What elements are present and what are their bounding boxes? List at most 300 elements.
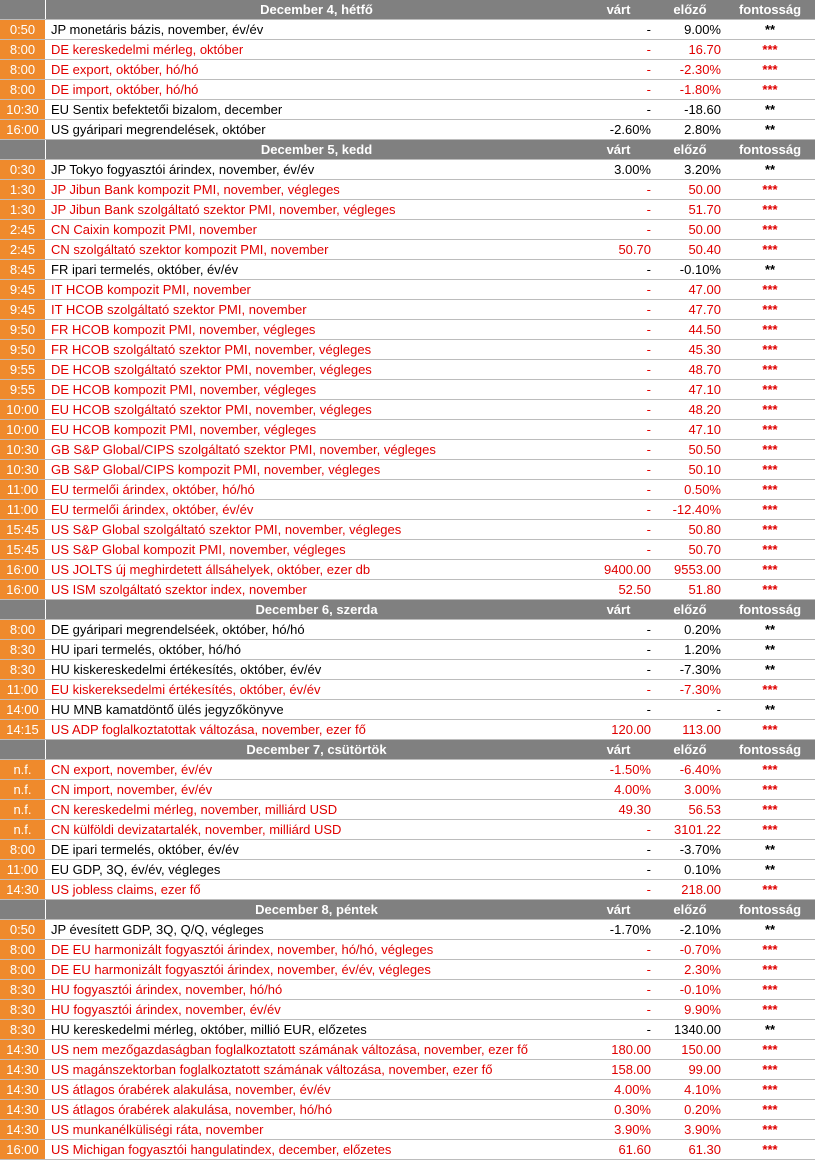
event-expected: - bbox=[646, 1022, 651, 1037]
event-previous: 48.70 bbox=[688, 362, 721, 377]
event-time: 8:30 bbox=[0, 660, 46, 679]
column-header-importance: fontosság bbox=[738, 2, 802, 17]
event-name: HU MNB kamatdöntő ülés jegyzőkönyve bbox=[51, 702, 284, 717]
event-name: DE ipari termelés, október, év/év bbox=[51, 842, 239, 857]
event-previous: 1.20% bbox=[684, 642, 721, 657]
event-expected: - bbox=[646, 482, 651, 497]
event-row bbox=[0, 780, 815, 800]
event-previous: 16.70 bbox=[688, 42, 721, 57]
event-importance: *** bbox=[762, 1082, 778, 1097]
event-importance: ** bbox=[764, 162, 776, 177]
event-name: US magánszektorban foglalkoztatott számának változása, november, ezer fő bbox=[51, 1062, 493, 1077]
event-row bbox=[0, 100, 815, 120]
column-header-importance: fontosság bbox=[738, 902, 802, 917]
event-expected: 120.00 bbox=[611, 722, 651, 737]
event-row bbox=[0, 1140, 815, 1160]
event-name: JP Jibun Bank kompozit PMI, november, végleges bbox=[51, 182, 340, 197]
event-expected: -2.60% bbox=[609, 122, 651, 137]
event-name: US ISM szolgáltató szektor index, november bbox=[51, 582, 307, 597]
event-expected: - bbox=[646, 622, 651, 637]
event-row bbox=[0, 20, 815, 40]
event-expected: - bbox=[646, 342, 651, 357]
event-importance: *** bbox=[762, 1002, 778, 1017]
event-importance: *** bbox=[762, 62, 778, 77]
event-importance: *** bbox=[762, 1062, 778, 1077]
event-importance: *** bbox=[762, 582, 778, 597]
event-name: HU kereskedelmi mérleg, október, millió EUR, előzetes bbox=[51, 1022, 367, 1037]
event-row bbox=[0, 440, 815, 460]
event-previous: -0.10% bbox=[679, 982, 721, 997]
event-row bbox=[0, 120, 815, 140]
column-header-expected: várt bbox=[606, 2, 631, 17]
event-previous: 50.00 bbox=[688, 182, 721, 197]
event-name: EU HCOB szolgáltató szektor PMI, november, végleges bbox=[51, 402, 372, 417]
event-importance: *** bbox=[762, 562, 778, 577]
event-row bbox=[0, 340, 815, 360]
event-importance: ** bbox=[764, 662, 776, 677]
event-time: 14:30 bbox=[0, 1100, 46, 1119]
event-name: DE import, október, hó/hó bbox=[51, 82, 199, 97]
event-previous: -1.80% bbox=[679, 82, 721, 97]
event-name: DE kereskedelmi mérleg, október bbox=[51, 42, 244, 57]
event-time: 10:30 bbox=[0, 460, 46, 479]
event-name: US S&P Global kompozit PMI, november, végleges bbox=[51, 542, 346, 557]
event-importance: ** bbox=[764, 642, 776, 657]
event-previous: 4.10% bbox=[684, 1082, 721, 1097]
event-name: HU kiskereskedelmi értékesítés, október, év/év bbox=[51, 662, 322, 677]
event-name: US jobless claims, ezer fő bbox=[51, 882, 201, 897]
event-importance: *** bbox=[762, 362, 778, 377]
event-importance: *** bbox=[762, 302, 778, 317]
event-expected: 9400.00 bbox=[604, 562, 651, 577]
event-importance: *** bbox=[762, 482, 778, 497]
event-importance: ** bbox=[764, 842, 776, 857]
event-name: DE gyáripari megrendelséek, október, hó/hó bbox=[51, 622, 305, 637]
event-previous: 3101.22 bbox=[674, 822, 721, 837]
day-header-time-spacer bbox=[0, 600, 46, 619]
event-row bbox=[0, 80, 815, 100]
event-row bbox=[0, 860, 815, 880]
event-time: 14:00 bbox=[0, 700, 46, 719]
day-header-time-spacer bbox=[0, 740, 46, 759]
event-expected: - bbox=[646, 862, 651, 877]
column-header-previous: előző bbox=[673, 902, 707, 917]
event-time: 11:00 bbox=[0, 860, 46, 879]
event-importance: ** bbox=[764, 702, 776, 717]
event-row bbox=[0, 400, 815, 420]
event-previous: -7.30% bbox=[679, 682, 721, 697]
event-importance: *** bbox=[762, 942, 778, 957]
event-time: 16:00 bbox=[0, 120, 46, 139]
day-title: December 7, csütörtök bbox=[246, 742, 387, 757]
event-expected: - bbox=[646, 82, 651, 97]
event-row bbox=[0, 880, 815, 900]
event-name: EU GDP, 3Q, év/év, végleges bbox=[51, 862, 221, 877]
event-time: 8:00 bbox=[0, 60, 46, 79]
event-name: EU HCOB kompozit PMI, november, végleges bbox=[51, 422, 317, 437]
event-importance: *** bbox=[762, 42, 778, 57]
event-row bbox=[0, 520, 815, 540]
column-header-expected: várt bbox=[606, 742, 631, 757]
event-row bbox=[0, 640, 815, 660]
event-importance: *** bbox=[762, 1042, 778, 1057]
event-importance: ** bbox=[764, 622, 776, 637]
event-name: FR HCOB szolgáltató szektor PMI, november, végleges bbox=[51, 342, 372, 357]
event-row bbox=[0, 560, 815, 580]
event-name: HU fogyasztói árindex, november, év/év bbox=[51, 1002, 281, 1017]
event-name: CN import, november, év/év bbox=[51, 782, 213, 797]
event-time: 9:50 bbox=[0, 340, 46, 359]
event-time: 8:00 bbox=[0, 840, 46, 859]
day-header-time-spacer bbox=[0, 0, 46, 19]
event-previous: -12.40% bbox=[672, 502, 721, 517]
event-expected: - bbox=[646, 542, 651, 557]
event-time: 8:00 bbox=[0, 960, 46, 979]
event-time: 15:45 bbox=[0, 540, 46, 559]
event-previous: 48.20 bbox=[688, 402, 721, 417]
event-expected: - bbox=[646, 282, 651, 297]
event-time: n.f. bbox=[0, 800, 46, 819]
event-name: CN külföldi devizatartalék, november, milliárd USD bbox=[51, 822, 342, 837]
event-expected: - bbox=[646, 842, 651, 857]
event-expected: 4.00% bbox=[614, 1082, 651, 1097]
event-importance: *** bbox=[762, 802, 778, 817]
event-previous: -2.30% bbox=[679, 62, 721, 77]
event-expected: 50.70 bbox=[618, 242, 651, 257]
event-row bbox=[0, 180, 815, 200]
event-name: CN kereskedelmi mérleg, november, milliárd USD bbox=[51, 802, 338, 817]
event-previous: 0.50% bbox=[684, 482, 721, 497]
event-importance: ** bbox=[764, 262, 776, 277]
event-previous: 99.00 bbox=[688, 1062, 721, 1077]
event-importance: *** bbox=[762, 462, 778, 477]
event-time: 14:15 bbox=[0, 720, 46, 739]
event-expected: 52.50 bbox=[618, 582, 651, 597]
event-previous: 47.10 bbox=[688, 422, 721, 437]
event-expected: - bbox=[646, 822, 651, 837]
event-row bbox=[0, 980, 815, 1000]
event-row bbox=[0, 1120, 815, 1140]
event-name: CN Caixin kompozit PMI, november bbox=[51, 222, 257, 237]
event-importance: *** bbox=[762, 242, 778, 257]
event-name: US Michigan fogyasztói hangulatindex, december, előzetes bbox=[51, 1142, 392, 1157]
day-header bbox=[0, 140, 815, 160]
event-time: 14:30 bbox=[0, 1040, 46, 1059]
event-previous: 47.10 bbox=[688, 382, 721, 397]
event-importance: *** bbox=[762, 502, 778, 517]
event-row bbox=[0, 460, 815, 480]
event-importance: ** bbox=[764, 1022, 776, 1037]
event-previous: 3.90% bbox=[684, 1122, 721, 1137]
event-previous: 3.20% bbox=[684, 162, 721, 177]
event-previous: 1340.00 bbox=[674, 1022, 721, 1037]
event-expected: 158.00 bbox=[611, 1062, 651, 1077]
event-time: 8:00 bbox=[0, 940, 46, 959]
event-previous: 50.00 bbox=[688, 222, 721, 237]
event-previous: -6.40% bbox=[679, 762, 721, 777]
event-name: JP Jibun Bank szolgáltató szektor PMI, november, végleges bbox=[51, 202, 396, 217]
event-time: 8:30 bbox=[0, 640, 46, 659]
column-header-previous: előző bbox=[673, 742, 707, 757]
event-time: 14:30 bbox=[0, 1120, 46, 1139]
event-row bbox=[0, 1020, 815, 1040]
day-title: December 5, kedd bbox=[260, 142, 373, 157]
event-row bbox=[0, 1080, 815, 1100]
event-importance: *** bbox=[762, 682, 778, 697]
event-previous: 47.00 bbox=[688, 282, 721, 297]
column-header-expected: várt bbox=[606, 142, 631, 157]
event-row bbox=[0, 920, 815, 940]
event-previous: -7.30% bbox=[679, 662, 721, 677]
column-header-previous: előző bbox=[673, 142, 707, 157]
event-expected: - bbox=[646, 662, 651, 677]
event-importance: *** bbox=[762, 722, 778, 737]
event-row bbox=[0, 700, 815, 720]
event-name: EU Sentix befektetői bizalom, december bbox=[51, 102, 283, 117]
event-name: DE EU harmonizált fogyasztói árindex, november, év/év, végleges bbox=[51, 962, 431, 977]
event-time: 8:45 bbox=[0, 260, 46, 279]
event-name: US átlagos órabérek alakulása, november, hó/hó bbox=[51, 1102, 333, 1117]
event-importance: *** bbox=[762, 342, 778, 357]
event-expected: - bbox=[646, 382, 651, 397]
column-header-expected: várt bbox=[606, 902, 631, 917]
event-time: 9:45 bbox=[0, 300, 46, 319]
event-expected: - bbox=[646, 942, 651, 957]
column-header-importance: fontosság bbox=[738, 142, 802, 157]
event-name: US átlagos órabérek alakulása, november, év/év bbox=[51, 1082, 331, 1097]
event-expected: -1.50% bbox=[609, 762, 651, 777]
event-row bbox=[0, 300, 815, 320]
event-name: JP Tokyo fogyasztói árindex, november, év/év bbox=[51, 162, 315, 177]
event-previous: 0.20% bbox=[684, 1102, 721, 1117]
event-time: 11:00 bbox=[0, 480, 46, 499]
event-previous: 51.80 bbox=[688, 582, 721, 597]
event-row bbox=[0, 1000, 815, 1020]
event-name: JP évesített GDP, 3Q, Q/Q, végleges bbox=[51, 922, 264, 937]
event-expected: - bbox=[646, 422, 651, 437]
day-header bbox=[0, 0, 815, 20]
event-name: HU ipari termelés, október, hó/hó bbox=[51, 642, 242, 657]
event-previous: 9.90% bbox=[684, 1002, 721, 1017]
event-expected: - bbox=[646, 982, 651, 997]
event-time: 0:30 bbox=[0, 160, 46, 179]
event-importance: *** bbox=[762, 282, 778, 297]
event-time: 14:30 bbox=[0, 880, 46, 899]
event-expected: 0.30% bbox=[614, 1102, 651, 1117]
event-time: 9:50 bbox=[0, 320, 46, 339]
event-previous: 50.70 bbox=[688, 542, 721, 557]
event-row bbox=[0, 160, 815, 180]
event-row bbox=[0, 840, 815, 860]
event-time: 11:00 bbox=[0, 500, 46, 519]
event-previous: 44.50 bbox=[688, 322, 721, 337]
event-expected: 61.60 bbox=[618, 1142, 651, 1157]
event-time: 8:30 bbox=[0, 1000, 46, 1019]
event-previous: 9.00% bbox=[684, 22, 721, 37]
event-importance: *** bbox=[762, 822, 778, 837]
event-row bbox=[0, 420, 815, 440]
event-previous: 50.40 bbox=[688, 242, 721, 257]
day-header bbox=[0, 600, 815, 620]
event-previous: 150.00 bbox=[681, 1042, 721, 1057]
event-previous: - bbox=[716, 702, 721, 717]
event-time: 14:30 bbox=[0, 1060, 46, 1079]
day-header-time-spacer bbox=[0, 900, 46, 919]
event-row bbox=[0, 1100, 815, 1120]
event-name: US gyáripari megrendelések, október bbox=[51, 122, 266, 137]
event-importance: ** bbox=[764, 102, 776, 117]
day-title: December 8, péntek bbox=[255, 902, 378, 917]
event-time: 1:30 bbox=[0, 200, 46, 219]
event-name: CN export, november, év/év bbox=[51, 762, 213, 777]
event-row bbox=[0, 220, 815, 240]
event-expected: - bbox=[646, 262, 651, 277]
event-expected: - bbox=[646, 402, 651, 417]
column-header-previous: előző bbox=[673, 602, 707, 617]
event-previous: 45.30 bbox=[688, 342, 721, 357]
event-row bbox=[0, 660, 815, 680]
event-name: US nem mezőgazdaságban foglalkoztatott számának változása, november, ezer fő bbox=[51, 1042, 528, 1057]
event-row bbox=[0, 40, 815, 60]
event-time: 16:00 bbox=[0, 560, 46, 579]
event-row bbox=[0, 540, 815, 560]
event-previous: -0.70% bbox=[679, 942, 721, 957]
event-time: 16:00 bbox=[0, 580, 46, 599]
event-time: 0:50 bbox=[0, 920, 46, 939]
event-time: 8:00 bbox=[0, 620, 46, 639]
event-importance: *** bbox=[762, 962, 778, 977]
event-importance: *** bbox=[762, 442, 778, 457]
event-expected: - bbox=[646, 1002, 651, 1017]
event-expected: 180.00 bbox=[611, 1042, 651, 1057]
event-time: 10:00 bbox=[0, 400, 46, 419]
event-expected: - bbox=[646, 302, 651, 317]
event-previous: 2.80% bbox=[684, 122, 721, 137]
event-expected: - bbox=[646, 62, 651, 77]
event-previous: 0.20% bbox=[684, 622, 721, 637]
event-name: US JOLTS új meghirdetett állsáhelyek, október, ezer db bbox=[51, 562, 371, 577]
event-row bbox=[0, 580, 815, 600]
event-previous: 51.70 bbox=[688, 202, 721, 217]
event-row bbox=[0, 720, 815, 740]
event-expected: - bbox=[646, 442, 651, 457]
event-name: EU termelői árindex, október, év/év bbox=[51, 502, 254, 517]
event-expected: 3.90% bbox=[614, 1122, 651, 1137]
event-expected: - bbox=[646, 642, 651, 657]
event-row bbox=[0, 960, 815, 980]
event-previous: 218.00 bbox=[681, 882, 721, 897]
event-importance: *** bbox=[762, 82, 778, 97]
event-expected: - bbox=[646, 182, 651, 197]
event-row bbox=[0, 800, 815, 820]
event-time: 10:00 bbox=[0, 420, 46, 439]
event-time: 2:45 bbox=[0, 220, 46, 239]
event-previous: -0.10% bbox=[679, 262, 721, 277]
event-importance: *** bbox=[762, 402, 778, 417]
event-row bbox=[0, 1040, 815, 1060]
event-importance: *** bbox=[762, 1142, 778, 1157]
event-name: JP monetáris bázis, november, év/év bbox=[51, 22, 264, 37]
event-row bbox=[0, 280, 815, 300]
event-name: US S&P Global szolgáltató szektor PMI, november, végleges bbox=[51, 522, 402, 537]
event-row bbox=[0, 60, 815, 80]
event-time: 15:45 bbox=[0, 520, 46, 539]
event-row bbox=[0, 260, 815, 280]
event-time: 14:30 bbox=[0, 1080, 46, 1099]
event-expected: - bbox=[646, 502, 651, 517]
event-row bbox=[0, 360, 815, 380]
event-name: FR HCOB kompozit PMI, november, végleges bbox=[51, 322, 316, 337]
day-header bbox=[0, 740, 815, 760]
event-time: 9:45 bbox=[0, 280, 46, 299]
event-previous: 47.70 bbox=[688, 302, 721, 317]
event-name: GB S&P Global/CIPS szolgáltató szektor PMI, november, végleges bbox=[51, 442, 436, 457]
event-time: 0:50 bbox=[0, 20, 46, 39]
event-expected: -1.70% bbox=[609, 922, 651, 937]
day-title: December 6, szerda bbox=[255, 602, 378, 617]
event-time: 1:30 bbox=[0, 180, 46, 199]
event-expected: 3.00% bbox=[614, 162, 651, 177]
event-expected: - bbox=[646, 222, 651, 237]
event-expected: 49.30 bbox=[618, 802, 651, 817]
event-previous: 61.30 bbox=[688, 1142, 721, 1157]
event-row bbox=[0, 200, 815, 220]
day-title: December 4, hétfő bbox=[260, 2, 373, 17]
event-row bbox=[0, 480, 815, 500]
event-name: DE HCOB szolgáltató szektor PMI, november, végleges bbox=[51, 362, 372, 377]
event-expected: - bbox=[646, 322, 651, 337]
column-header-expected: várt bbox=[606, 602, 631, 617]
event-importance: *** bbox=[762, 1102, 778, 1117]
event-importance: *** bbox=[762, 182, 778, 197]
event-name: DE export, október, hó/hó bbox=[51, 62, 199, 77]
event-row bbox=[0, 680, 815, 700]
event-previous: 56.53 bbox=[688, 802, 721, 817]
event-expected: - bbox=[646, 22, 651, 37]
event-row bbox=[0, 760, 815, 780]
event-expected: - bbox=[646, 702, 651, 717]
event-importance: *** bbox=[762, 222, 778, 237]
event-row bbox=[0, 820, 815, 840]
event-row bbox=[0, 320, 815, 340]
event-time: n.f. bbox=[0, 760, 46, 779]
event-previous: 50.80 bbox=[688, 522, 721, 537]
day-header bbox=[0, 900, 815, 920]
event-name: IT HCOB kompozit PMI, november bbox=[51, 282, 251, 297]
event-expected: - bbox=[646, 682, 651, 697]
event-time: 8:00 bbox=[0, 40, 46, 59]
event-previous: 50.50 bbox=[688, 442, 721, 457]
event-previous: -3.70% bbox=[679, 842, 721, 857]
event-importance: ** bbox=[764, 922, 776, 937]
event-importance: *** bbox=[762, 542, 778, 557]
event-importance: ** bbox=[764, 862, 776, 877]
event-name: IT HCOB szolgáltató szektor PMI, november bbox=[51, 302, 307, 317]
event-time: 9:55 bbox=[0, 360, 46, 379]
event-name: GB S&P Global/CIPS kompozit PMI, november, végleges bbox=[51, 462, 381, 477]
event-name: EU kiskereksedelmi értékesítés, október, év/év bbox=[51, 682, 321, 697]
event-row bbox=[0, 240, 815, 260]
event-time: 16:00 bbox=[0, 1140, 46, 1159]
event-importance: *** bbox=[762, 202, 778, 217]
event-importance: *** bbox=[762, 322, 778, 337]
event-previous: 0.10% bbox=[684, 862, 721, 877]
event-row bbox=[0, 620, 815, 640]
event-importance: *** bbox=[762, 882, 778, 897]
event-previous: 2.30% bbox=[684, 962, 721, 977]
event-time: 8:30 bbox=[0, 980, 46, 999]
event-expected: - bbox=[646, 882, 651, 897]
